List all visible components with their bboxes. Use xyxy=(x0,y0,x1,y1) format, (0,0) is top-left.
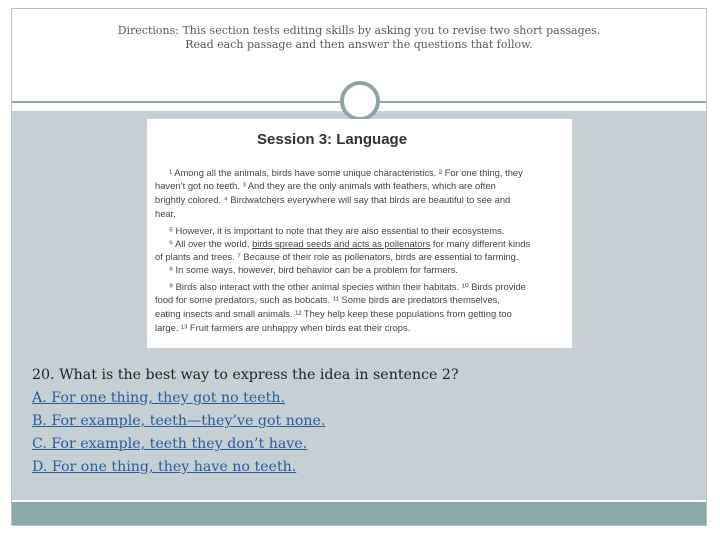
passage-text: of plants and trees. xyxy=(155,251,235,262)
passage-line xyxy=(155,251,519,262)
choice-a-link[interactable]: A. For one thing, they got no teeth. xyxy=(32,390,285,406)
passage-line: ⁵ However, it is important to note that they are also essential to their ecosystems. xyxy=(169,225,505,236)
passage-line: ⁸ In some ways, however, bird behavior can be a problem for farmers. xyxy=(169,264,458,275)
passage-title: Session 3: Language xyxy=(257,131,408,148)
passage-line: eating insects and small animals. ¹² They help keep these populations from getting too xyxy=(155,308,512,319)
passage-image xyxy=(147,119,572,348)
choice-b-link[interactable]: B. For example, teeth—they’ve got none. xyxy=(32,413,326,429)
directions-text xyxy=(12,24,706,52)
passage-text: ⁶ All over the world, xyxy=(169,238,253,249)
footer-bar xyxy=(12,502,706,525)
passage-text: for many different kinds xyxy=(430,238,531,249)
passage-line: haven’t got no teeth. ³ And they are the only animals with feathers, which are often xyxy=(155,180,496,191)
passage-line: brightly colored. ⁴ Birdwatchers everywhere will say that birds are beautiful to see and xyxy=(155,194,511,205)
passage-text: ⁷ Because of their role as pollenators, birds are essential to farming. xyxy=(237,251,519,262)
passage-line: ¹ Among all the animals, birds have some unique characteristics. ² For one thing, they xyxy=(169,167,523,178)
passage-line: ⁹ Birds also interact with the other animal species within their habitats. ¹⁰ Birds provide xyxy=(169,281,526,292)
choice-c-link[interactable]: C. For example, teeth they don’t have. xyxy=(32,436,308,452)
question-prompt: 20. What is the best way to express the idea in sentence 2? xyxy=(32,367,459,383)
passage-line: large. ¹³ Fruit farmers are unhappy when birds eat their crops. xyxy=(155,322,411,333)
passage-line: hear. xyxy=(155,208,176,219)
passage-line: food for some predators, such as bobcats. ¹¹ Some birds are predators themselves, xyxy=(155,294,500,305)
question-block xyxy=(32,364,459,479)
circle-ornament xyxy=(340,81,380,121)
underlined-phrase: birds spread seeds and acts as pollenators xyxy=(252,238,431,249)
passage-line xyxy=(169,238,530,249)
directions-line-1: Directions: This section tests editing skills by asking you to revise two short passages. xyxy=(117,24,601,37)
directions-line-2: Read each passage and then answer the questions that follow. xyxy=(185,38,533,51)
choice-d-link[interactable]: D. For one thing, they have no teeth. xyxy=(32,459,297,475)
